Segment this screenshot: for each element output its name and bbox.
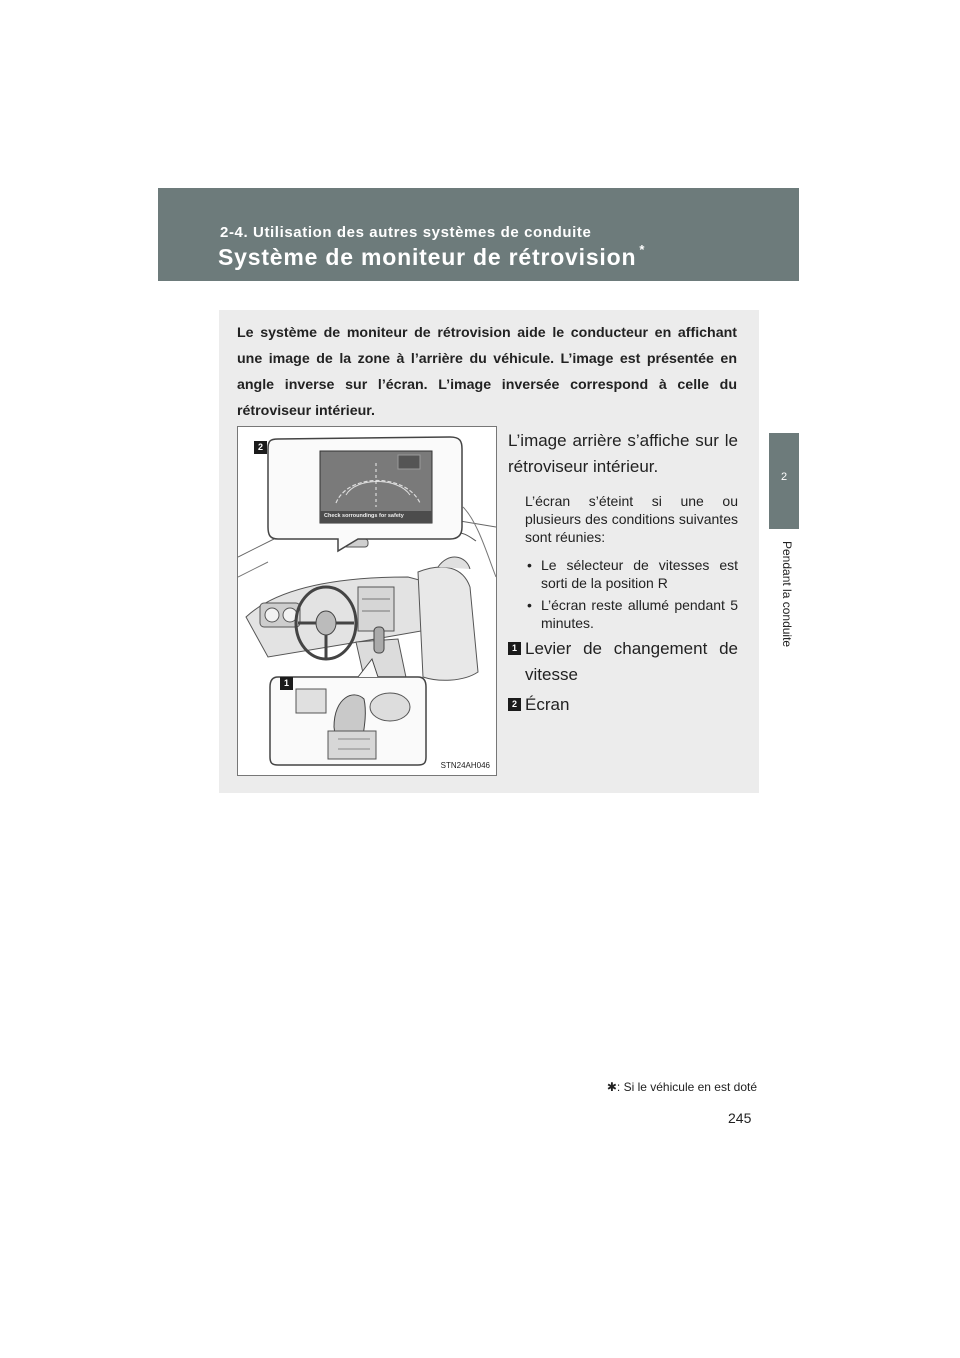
legend-item-2: [508, 692, 738, 718]
page-title-text: Système de moniteur de rétrovision: [218, 244, 637, 270]
content-box: [219, 310, 759, 793]
screen-message: Check sorroundings for safety: [324, 513, 404, 519]
intro-paragraph: Le système de moniteur de rétrovision aide le conducteur en affichant une image de la zone à l’arrière du véhicule. L’image est présentée en angle inverse sur l’écran. L’image inversée correspond à celle du rétroviseur intérieur.: [237, 325, 737, 419]
bullet-icon: •: [527, 597, 532, 613]
chapter-tab: [769, 433, 799, 529]
callout-number-icon: 2: [508, 698, 521, 711]
chapter-title: Pendant la conduite: [780, 541, 794, 648]
page-title: [218, 244, 645, 271]
bullet-icon: •: [527, 557, 532, 573]
list-item: [525, 596, 738, 632]
description: [508, 428, 738, 718]
list-item-text: Le sélecteur de vitesses est sorti de la position R: [541, 557, 738, 591]
legend-label: Écran: [525, 695, 570, 714]
figure-illustration: [237, 426, 497, 776]
footnote: ✱: Si le véhicule en est doté: [606, 1080, 757, 1094]
figure-code: STN24AH046: [440, 761, 490, 770]
legend-label: Levier de changement de vitesse: [525, 639, 738, 684]
figure-callout-1: 1: [280, 677, 293, 690]
list-item-text: L’écran reste allumé pendant 5 minutes.: [541, 597, 738, 631]
title-footnote-mark: *: [639, 242, 646, 257]
section-heading: 2-4. Utilisation des autres systèmes de conduite: [220, 224, 592, 241]
legend-item-1: [508, 636, 738, 688]
page-number: 245: [728, 1110, 752, 1126]
figure-callout-2: 2: [254, 441, 267, 454]
description-main: L’image arrière s’affiche sur le rétroviseur intérieur.: [508, 431, 738, 476]
condition-list: [525, 556, 738, 632]
description-note: L’écran s’éteint si une ou plusieurs des conditions suivantes sont réunies:: [525, 493, 738, 545]
page-header: [158, 188, 799, 281]
list-item: [525, 556, 738, 592]
chapter-number: 2: [780, 471, 788, 483]
car-interior-illustration: [238, 427, 496, 775]
callout-number-icon: 1: [508, 642, 521, 655]
